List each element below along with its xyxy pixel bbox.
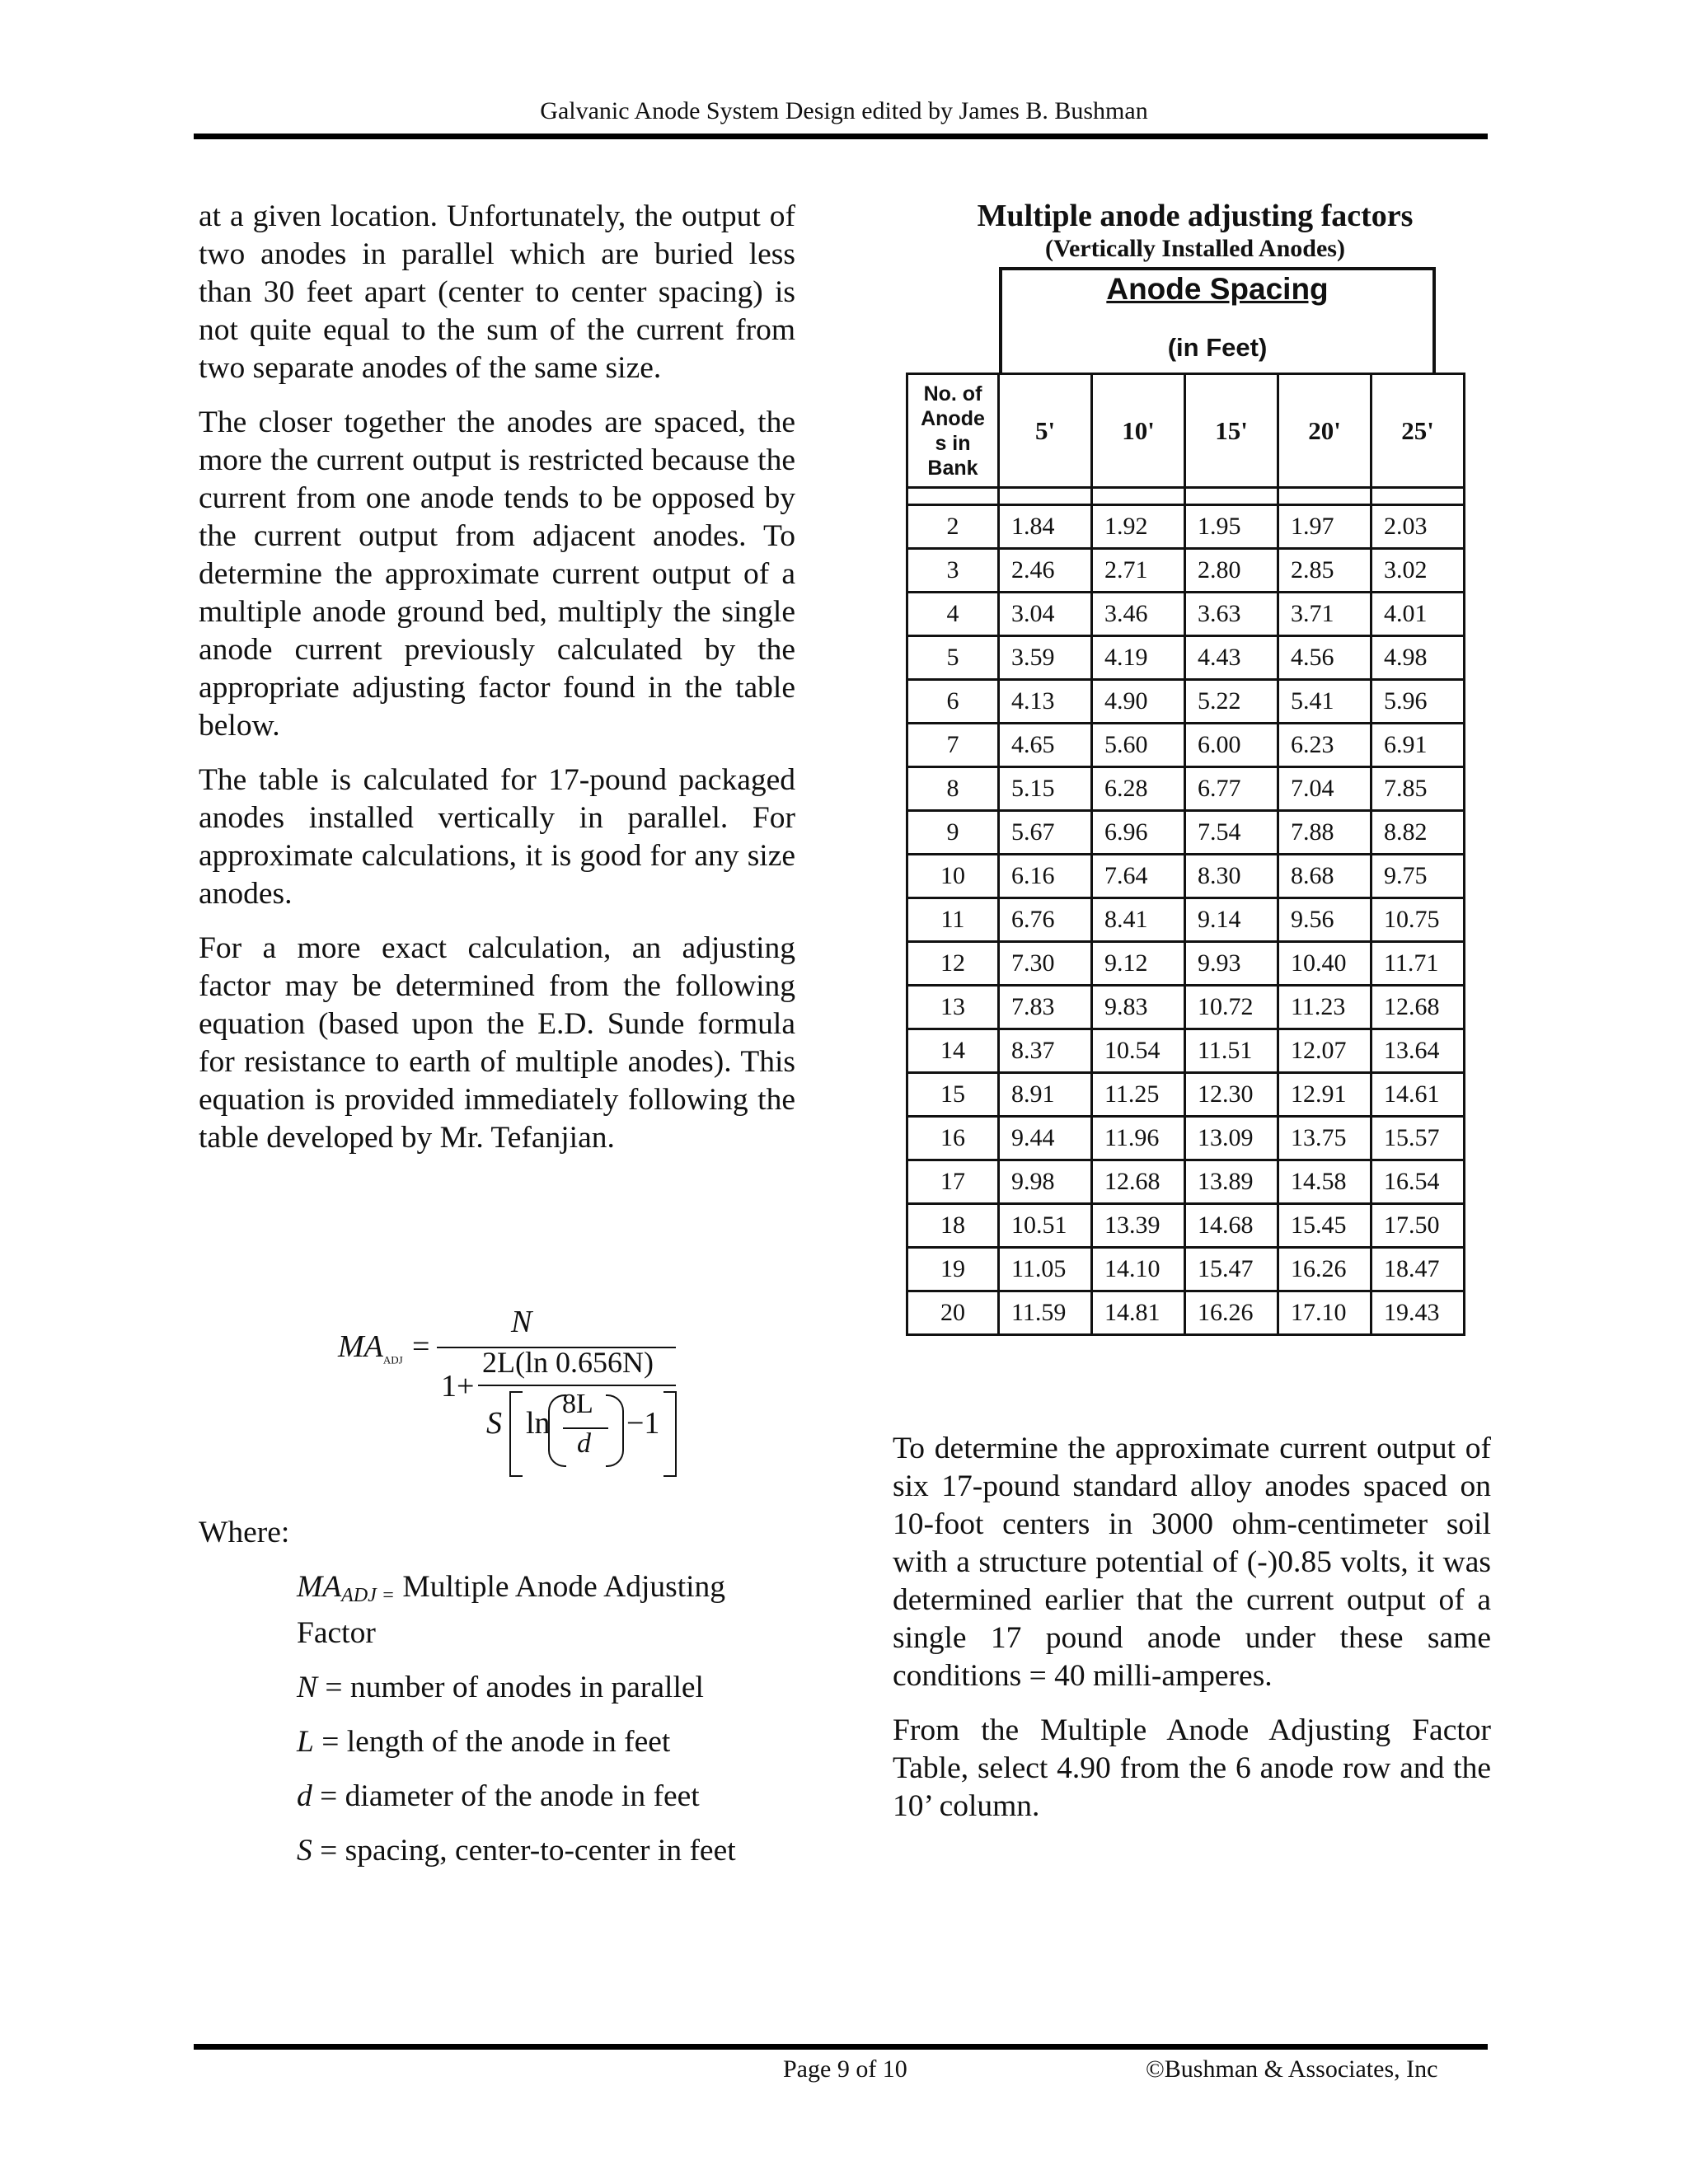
row-count-cell: 4 — [907, 593, 999, 636]
table-row — [907, 724, 1465, 767]
factor-cell: 3.63 — [1185, 593, 1278, 636]
factor-cell: 10.54 — [1092, 1029, 1185, 1073]
paragraph: at a given location. Unfortunately, the output of two anodes in parallel which are buried less than 30 feet apart (center to center spacing) is not quite equal to the sum of the current from two separate anodes of the same size. — [199, 199, 795, 385]
row-count-cell: 6 — [907, 680, 999, 724]
factor-cell: 12.68 — [1372, 986, 1465, 1029]
where-label: Where: — [199, 1516, 290, 1549]
formula-spacing-symbol: S — [486, 1406, 502, 1441]
factor-cell: 3.46 — [1092, 593, 1185, 636]
factor-cell: 6.00 — [1185, 724, 1278, 767]
factor-cell: 4.65 — [999, 724, 1092, 767]
row-count-cell: 14 — [907, 1029, 999, 1073]
formula-numerator: N — [511, 1305, 532, 1339]
factor-cell: 7.85 — [1372, 767, 1465, 811]
table-row — [907, 1073, 1465, 1117]
factor-cell: 6.91 — [1372, 724, 1465, 767]
factor-cell: 4.90 — [1092, 680, 1185, 724]
row-header-cell: No. of Anode s in Bank — [907, 374, 999, 488]
formula-lhs: $MA_{ADJ}$ — [338, 1329, 403, 1366]
row-count-cell: 20 — [907, 1291, 999, 1335]
factor-cell: 1.95 — [1185, 505, 1278, 549]
table-row — [907, 1204, 1465, 1248]
left-column — [199, 198, 795, 1174]
table-row — [907, 505, 1465, 549]
formula-ln: ln — [526, 1406, 551, 1441]
factor-cell: 15.57 — [1372, 1117, 1465, 1160]
spacing-header-label: Anode Spacing — [1106, 272, 1329, 306]
column-header-cell: 20' — [1278, 374, 1372, 488]
factor-cell: 15.45 — [1278, 1204, 1372, 1248]
table-row — [907, 1291, 1465, 1335]
row-count-cell: 12 — [907, 942, 999, 986]
table-row — [907, 898, 1465, 942]
column-header-cell: 5' — [999, 374, 1092, 488]
factor-cell: 5.96 — [1372, 680, 1465, 724]
table-subtitle: (Vertically Installed Anodes) — [1045, 235, 1345, 262]
row-count-cell: 5 — [907, 636, 999, 680]
factor-cell: 11.25 — [1092, 1073, 1185, 1117]
factor-cell: 19.43 — [1372, 1291, 1465, 1335]
paragraph: From the Multiple Anode Adjusting Factor Table, select 4.90 from the 6 anode row and the 10’ column. — [893, 1713, 1491, 1823]
factor-cell: 7.54 — [1185, 811, 1278, 855]
row-count-cell: 8 — [907, 767, 999, 811]
factor-cell: 9.12 — [1092, 942, 1185, 986]
factor-cell: 2.71 — [1092, 549, 1185, 593]
factor-cell: 17.10 — [1278, 1291, 1372, 1335]
row-count-cell: 17 — [907, 1160, 999, 1204]
paragraph: To determine the approximate current output of six 17-pound standard alloy anodes spaced on 10-foot centers in 3000 ohm-centimeter soil with a structure potential of (-)0.85 volts, it was determined earlier that the current output of a single 17 pound anode under these same conditions = 40 milli-amperes. — [893, 1432, 1491, 1693]
row-count-cell: 16 — [907, 1117, 999, 1160]
column-header-cell: 15' — [1185, 374, 1278, 488]
footer-rule — [194, 2044, 1488, 2050]
formula-right-bracket — [663, 1391, 677, 1477]
factor-cell: 8.91 — [999, 1073, 1092, 1117]
column-header-cell: 25' — [1372, 374, 1465, 488]
factor-cell: 15.47 — [1185, 1248, 1278, 1291]
factor-cell: 5.41 — [1278, 680, 1372, 724]
formula-inner-numerator: 2L(ln 0.656N) — [482, 1346, 654, 1379]
factor-cell: 11.05 — [999, 1248, 1092, 1291]
factor-cell: 4.43 — [1185, 636, 1278, 680]
table-row — [907, 855, 1465, 898]
factor-cell: 7.83 — [999, 986, 1092, 1029]
factor-cell: 14.68 — [1185, 1204, 1278, 1248]
row-count-cell: 11 — [907, 898, 999, 942]
formula-left-bracket — [509, 1391, 523, 1477]
table-row — [907, 636, 1465, 680]
row-count-cell: 9 — [907, 811, 999, 855]
row-count-cell: 13 — [907, 986, 999, 1029]
column-header-cell: 10' — [1092, 374, 1185, 488]
paragraph: The table is calculated for 17-pound packaged anodes installed vertically in parallel. For approximate calculations, it is good for any size anodes. — [199, 763, 795, 911]
factor-cell: 14.81 — [1092, 1291, 1185, 1335]
formula-eight-l: 8L — [562, 1389, 593, 1419]
factor-cell: 3.04 — [999, 593, 1092, 636]
table-row — [907, 1160, 1465, 1204]
factor-cell: 18.47 — [1372, 1248, 1465, 1291]
factor-cell: 8.82 — [1372, 811, 1465, 855]
table-body — [907, 488, 1465, 1335]
factor-cell: 5.67 — [999, 811, 1092, 855]
table-row — [907, 811, 1465, 855]
adjusting-factor-formula — [330, 1305, 692, 1483]
paragraph: For a more exact calculation, an adjusting factor may be determined from the following equation (based upon the E.D. Sunde formula for resistance to earth of multiple anodes). This equation is provided immediately following the table developed by Mr. Tefanjian. — [199, 931, 795, 1155]
definitions-list — [297, 1568, 791, 1886]
header-rule — [194, 134, 1488, 139]
row-count-cell: 2 — [907, 505, 999, 549]
factor-cell: 4.01 — [1372, 593, 1465, 636]
factor-cell: 5.15 — [999, 767, 1092, 811]
factor-cell: 7.04 — [1278, 767, 1372, 811]
factor-cell: 6.77 — [1185, 767, 1278, 811]
factor-cell: 7.88 — [1278, 811, 1372, 855]
factor-cell: 3.71 — [1278, 593, 1372, 636]
factor-cell: 13.64 — [1372, 1029, 1465, 1073]
table-row — [907, 942, 1465, 986]
definition-item: $MA_{ADJ =}$ Multiple Anode Adjusting Factor — [297, 1570, 726, 1650]
factor-cell: 7.64 — [1092, 855, 1185, 898]
factor-cell: 2.03 — [1372, 505, 1465, 549]
right-column — [893, 1430, 1491, 1842]
definition-item: L = length of the anode in feet — [297, 1725, 671, 1759]
factor-cell: 11.71 — [1372, 942, 1465, 986]
factor-cell: 5.22 — [1185, 680, 1278, 724]
factor-cell: 4.19 — [1092, 636, 1185, 680]
formula-right-paren — [606, 1394, 624, 1467]
row-count-cell: 15 — [907, 1073, 999, 1117]
factor-cell: 6.28 — [1092, 767, 1185, 811]
table-row — [907, 986, 1465, 1029]
factor-cell: 8.37 — [999, 1029, 1092, 1073]
factor-cell: 9.83 — [1092, 986, 1185, 1029]
factor-cell: 2.85 — [1278, 549, 1372, 593]
factor-cell: 6.96 — [1092, 811, 1185, 855]
spacing-header-units: (in Feet) — [1167, 333, 1268, 362]
table-row — [907, 1117, 1465, 1160]
factor-cell: 13.75 — [1278, 1117, 1372, 1160]
factor-cell: 6.76 — [999, 898, 1092, 942]
factor-cell: 14.61 — [1372, 1073, 1465, 1117]
table-row — [907, 1248, 1465, 1291]
formula-minus-one: −1 — [626, 1406, 660, 1441]
factor-cell: 2.46 — [999, 549, 1092, 593]
table-row — [907, 593, 1465, 636]
definition-item: S = spacing, center-to-center in feet — [297, 1834, 736, 1868]
factor-cell: 9.44 — [999, 1117, 1092, 1160]
factor-cell: 11.59 — [999, 1291, 1092, 1335]
factor-cell: 10.72 — [1185, 986, 1278, 1029]
factor-cell: 5.60 — [1092, 724, 1185, 767]
factor-cell: 3.59 — [999, 636, 1092, 680]
factor-cell: 14.10 — [1092, 1248, 1185, 1291]
formula-one-plus: 1+ — [441, 1369, 475, 1404]
row-count-cell: 19 — [907, 1248, 999, 1291]
factor-cell: 12.07 — [1278, 1029, 1372, 1073]
formula-diameter-symbol: d — [577, 1428, 591, 1459]
factor-cell: 1.84 — [999, 505, 1092, 549]
factor-cell: 1.97 — [1278, 505, 1372, 549]
table-row — [907, 680, 1465, 724]
factor-cell: 17.50 — [1372, 1204, 1465, 1248]
definition-item: N = number of anodes in parallel — [297, 1671, 704, 1704]
factor-cell: 6.16 — [999, 855, 1092, 898]
factor-cell: 11.51 — [1185, 1029, 1278, 1073]
factor-cell: 13.09 — [1185, 1117, 1278, 1160]
factor-cell: 9.56 — [1278, 898, 1372, 942]
factor-cell: 10.51 — [999, 1204, 1092, 1248]
table-row — [907, 549, 1465, 593]
factor-cell: 4.98 — [1372, 636, 1465, 680]
factor-cell: 8.68 — [1278, 855, 1372, 898]
factor-cell: 1.92 — [1092, 505, 1185, 549]
copyright: ©Bushman & Associates, Inc — [1146, 2055, 1438, 2083]
factor-cell: 12.91 — [1278, 1073, 1372, 1117]
factor-cell: 10.75 — [1372, 898, 1465, 942]
factor-cell: 9.14 — [1185, 898, 1278, 942]
row-count-cell: 7 — [907, 724, 999, 767]
factor-cell: 8.30 — [1185, 855, 1278, 898]
row-count-cell: 3 — [907, 549, 999, 593]
row-count-cell: 10 — [907, 855, 999, 898]
table-title: Multiple anode adjusting factors — [977, 199, 1414, 233]
formula-inner-fraction-bar — [478, 1385, 676, 1386]
factor-cell: 16.26 — [1278, 1248, 1372, 1291]
factor-cell: 6.23 — [1278, 724, 1372, 767]
factor-cell: 11.96 — [1092, 1117, 1185, 1160]
factor-cell: 4.56 — [1278, 636, 1372, 680]
factor-cell: 10.40 — [1278, 942, 1372, 986]
table-header-row — [907, 374, 1465, 488]
formula-equals: = — [412, 1329, 430, 1364]
factor-cell: 13.89 — [1185, 1160, 1278, 1204]
factor-cell: 3.02 — [1372, 549, 1465, 593]
factor-cell: 13.39 — [1092, 1204, 1185, 1248]
factor-cell: 2.80 — [1185, 549, 1278, 593]
factor-cell: 9.75 — [1372, 855, 1465, 898]
factor-cell: 9.93 — [1185, 942, 1278, 986]
table-row — [907, 1029, 1465, 1073]
row-count-cell: 18 — [907, 1204, 999, 1248]
factor-cell: 12.30 — [1185, 1073, 1278, 1117]
page-header-title: Galvanic Anode System Design edited by James B. Bushman — [540, 97, 1148, 124]
definition-item: d = diameter of the anode in feet — [297, 1779, 700, 1813]
factor-cell: 7.30 — [999, 942, 1092, 986]
table-spacer-row — [907, 488, 1465, 505]
factor-cell: 16.54 — [1372, 1160, 1465, 1204]
adjusting-factors-table — [906, 373, 1465, 1336]
factor-cell: 11.23 — [1278, 986, 1372, 1029]
factor-cell: 8.41 — [1092, 898, 1185, 942]
table-row — [907, 767, 1465, 811]
factor-cell: 12.68 — [1092, 1160, 1185, 1204]
factor-cell: 4.13 — [999, 680, 1092, 724]
factor-cell: 14.58 — [1278, 1160, 1372, 1204]
page-number: Page 9 of 10 — [783, 2055, 907, 2083]
factor-cell: 16.26 — [1185, 1291, 1278, 1335]
factor-cell: 9.98 — [999, 1160, 1092, 1204]
paragraph: The closer together the anodes are spaced, the more the current output is restricted because the current from one anode tends to be opposed by the current output from adjacent anodes. To determine the approximate current output of a multiple anode ground bed, multiply the single anode current previously calculated by the appropriate adjusting factor found in the table below. — [199, 405, 795, 743]
